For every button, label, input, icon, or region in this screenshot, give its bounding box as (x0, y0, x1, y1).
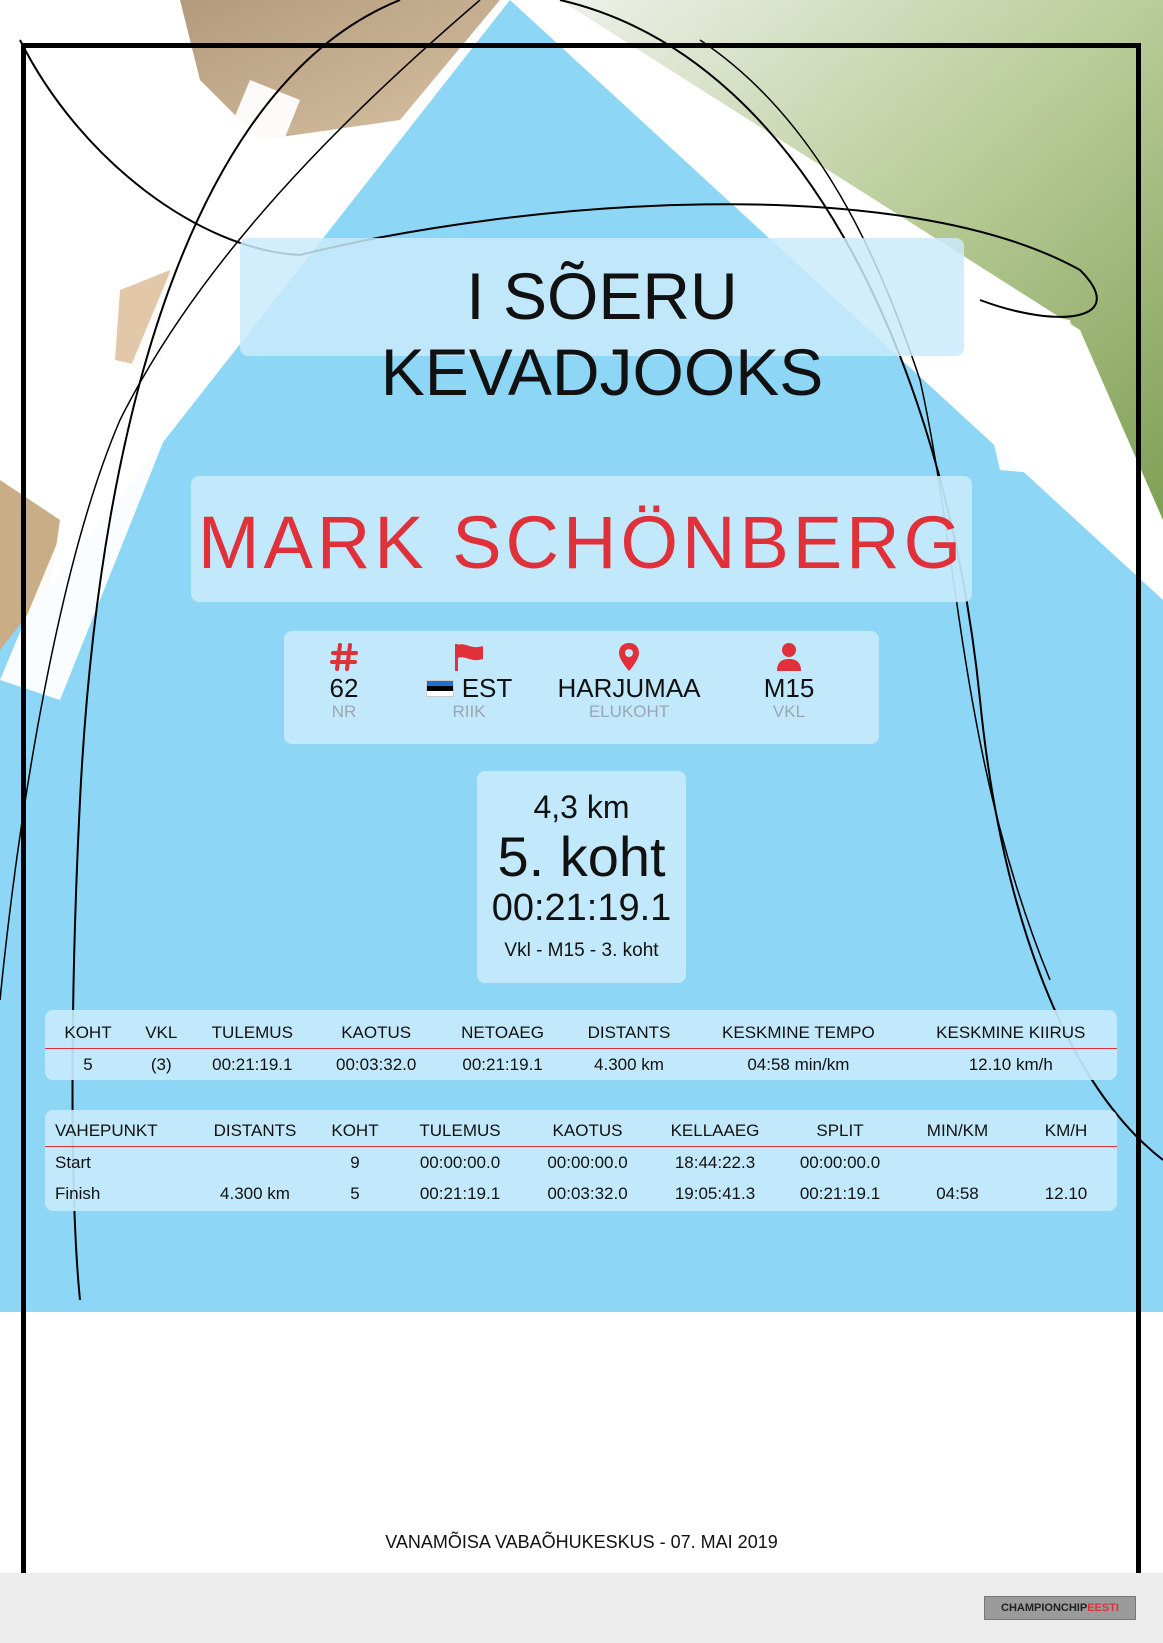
splits-header-row (45, 1116, 1117, 1147)
table-cell: 4.300 km (594, 1054, 664, 1074)
table-cell: 00:00:00.0 (419, 1152, 501, 1172)
column-header: KAOTUS (525, 1116, 650, 1147)
table-cell: 5 (350, 1183, 360, 1203)
summary-table-panel (45, 1010, 1117, 1080)
column-header: KESKMINE TEMPO (692, 1018, 904, 1049)
flag-icon (414, 641, 524, 673)
column-header: SPLIT (780, 1116, 900, 1147)
table-cell: 00:21:19.1 (462, 1054, 543, 1074)
table-cell: Start (55, 1152, 91, 1172)
table-cell: 00:21:19.1 (212, 1054, 293, 1074)
table-cell: 12.10 (1044, 1183, 1088, 1203)
table-row (45, 1178, 1117, 1209)
result-category-place: Vkl - M15 - 3. koht (504, 940, 659, 961)
table-cell: 00:03:32.0 (547, 1183, 628, 1203)
athlete-info-panel (284, 631, 879, 744)
table-cell (1015, 1147, 1117, 1179)
column-header: DISTANTS (195, 1116, 315, 1147)
column-header: VKL (131, 1018, 192, 1049)
age-category-label: VKL (772, 702, 806, 721)
column-header: MIN/KM (900, 1116, 1015, 1147)
summary-header-row (45, 1018, 1117, 1049)
residence-value: HARJUMAA (557, 673, 701, 703)
hash-icon (299, 641, 389, 673)
event-title-panel (240, 238, 964, 409)
column-header: DISTANTS (566, 1018, 692, 1049)
splits-table (45, 1116, 1117, 1209)
athlete-name: MARK SCHÖNBERG (197, 501, 966, 584)
table-cell: 00:21:19.1 (799, 1183, 881, 1203)
table-row (45, 1147, 1117, 1179)
result-panel (477, 771, 686, 983)
bib-number (299, 641, 389, 721)
column-header: KAOTUS (313, 1018, 439, 1049)
championchip-logo (984, 1596, 1136, 1620)
bib-number-label: NR (331, 702, 357, 721)
athlete-name-panel (191, 476, 972, 602)
country (414, 641, 524, 721)
result-distance: 4,3 km (533, 789, 630, 825)
column-header: KESKMINE KIIRUS (905, 1018, 1117, 1049)
residence-label: ELUKOHT (588, 702, 670, 721)
table-cell: 04:58 min/km (747, 1054, 850, 1074)
table-cell: (3) (150, 1054, 172, 1074)
column-header: KM/H (1015, 1116, 1117, 1147)
table-cell: Finish (55, 1183, 101, 1203)
splits-table-panel (45, 1110, 1117, 1211)
result-time: 00:21:19.1 (491, 887, 672, 929)
age-category (739, 641, 839, 721)
table-cell: 00:21:19.1 (419, 1183, 501, 1203)
table-cell: 00:03:32.0 (335, 1054, 417, 1074)
age-category-value: M15 (763, 673, 815, 703)
estonia-flag-icon (426, 680, 454, 697)
column-header: TULEMUS (395, 1116, 525, 1147)
table-cell (195, 1147, 315, 1179)
venue-date: VANAMÕISA VABAÕHUKESKUS - 07. MAI 2019 (385, 1532, 778, 1552)
residence (549, 641, 709, 721)
table-cell (900, 1147, 1015, 1179)
column-header: KELLAAEG (650, 1116, 780, 1147)
table-cell: 12.10 km/h (968, 1054, 1053, 1074)
column-header: NETOAEG (439, 1018, 565, 1049)
table-cell: 00:00:00.0 (799, 1152, 881, 1172)
event-title: I SÕERU KEVADJOOKS (380, 259, 824, 409)
table-row (45, 1049, 1117, 1081)
country-label: RIIK (452, 702, 486, 721)
user-icon (739, 641, 839, 673)
column-header: KOHT (45, 1018, 131, 1049)
table-cell: 5 (83, 1054, 93, 1074)
table-cell: 4.300 km (220, 1183, 290, 1203)
column-header: VAHEPUNKT (45, 1116, 195, 1147)
bib-number-value: 62 (329, 673, 359, 703)
column-header: KOHT (315, 1116, 395, 1147)
table-cell: 19:05:41.3 (674, 1183, 756, 1203)
summary-table (45, 1018, 1117, 1080)
table-cell: 00:00:00.0 (547, 1152, 628, 1172)
logo-accent-text: EESTI (1087, 1602, 1119, 1614)
table-cell: 9 (350, 1152, 360, 1172)
table-cell: 04:58 (936, 1183, 979, 1203)
table-cell: 18:44:22.3 (674, 1152, 756, 1172)
logo-text: CHAMPIONCHIP (1001, 1602, 1088, 1614)
country-value: EST (461, 673, 513, 703)
map-pin-icon (549, 641, 709, 673)
result-place: 5. koht (497, 825, 666, 888)
column-header: TULEMUS (192, 1018, 313, 1049)
